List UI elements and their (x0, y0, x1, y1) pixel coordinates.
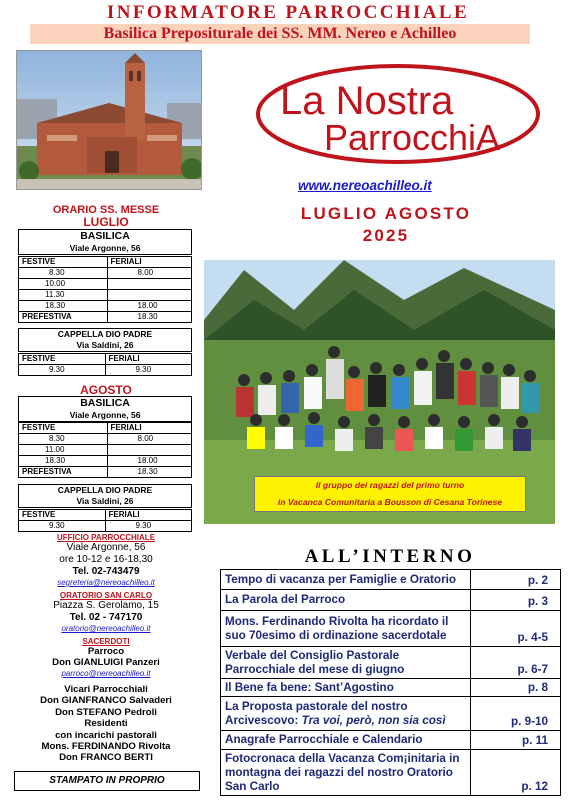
prefestiva-time: 18.30 (107, 467, 191, 478)
time-cell: 11.30 (19, 290, 107, 301)
office-hours: ore 10-12 e 16-18,30 (59, 554, 153, 565)
website-link[interactable]: www.nereoachilleo.it (298, 178, 432, 193)
agosto-cappella-times (18, 509, 192, 532)
time-cell: 18.00 (107, 456, 191, 467)
box-header (19, 485, 191, 507)
contents-title: ALL’INTERNO (304, 546, 476, 567)
oratorio-info (18, 591, 194, 634)
newsletter-subtitle: Basilica Prepositurale dei SS. MM. Nereo e Achilleo (30, 24, 530, 44)
newsletter-title: INFORMATORE PARROCCHIALE (106, 2, 470, 23)
toc-row[interactable] (221, 731, 561, 750)
toc-item-text: Anagrafe Parrocchiale e Calendario (221, 731, 471, 750)
toc-item-page: p. 9-10 (471, 697, 561, 731)
church-address: Viale Argonne, 56 (69, 243, 141, 253)
col-festive: FESTIVE (22, 510, 56, 519)
residenti-sub: con incarichi pastorali (55, 729, 157, 741)
priests-section (18, 637, 194, 679)
toc-item-page: p. 2 (471, 570, 561, 590)
time-cell: 8.00 (107, 434, 191, 445)
time-cell: 9.30 (105, 521, 191, 532)
toc-item-text: Verbale del Consiglio Pastorale Parrocchiale del mese di giugno (221, 647, 471, 679)
luglio-basilica-times (18, 256, 192, 323)
parroco-label: Parroco (87, 646, 125, 657)
toc-item-text: Il Bene fa bene: Sant’Agostino (221, 679, 471, 697)
agosto-cappella-box (18, 484, 192, 508)
time-cell: 9.30 (19, 365, 105, 376)
col-feriali: FERIALI (107, 423, 191, 434)
vicario-name: Don GIANFRANCO Salvaderi (40, 695, 172, 707)
toc-item-page: p. 6-7 (471, 647, 561, 679)
church-name: BASILICA (80, 397, 130, 409)
toc-item-page: p. 4-5 (471, 611, 561, 647)
toc-item-text-italic: Tra voi, però, non sia così (301, 713, 446, 727)
month-luglio: LUGLIO (83, 215, 129, 229)
toc-row[interactable] (221, 750, 561, 796)
oratorio-title: ORATORIO SAN CARLO (59, 591, 153, 600)
chapel-name: CAPPELLA DIO PADRE (57, 485, 153, 495)
oratorio-address: Piazza S. Gerolamo, 15 (53, 600, 159, 611)
residenti-label: Residenti (84, 718, 128, 730)
time-cell (107, 290, 191, 301)
clergy-list (18, 684, 194, 764)
caption-line2: in Vacanca Comunitaria a Bousson di Cesana Torinese (277, 497, 503, 507)
chapel-address: Via Saldini, 26 (76, 496, 134, 506)
mass-schedule-title: ORARIO SS. MESSE (52, 204, 160, 216)
residente-name: Don FRANCO BERTI (59, 752, 153, 764)
toc-item-page: p. 12 (471, 750, 561, 796)
time-cell (107, 279, 191, 290)
luglio-basilica-box (18, 229, 192, 255)
col-festive: FESTIVE (22, 257, 56, 266)
time-cell: 10.00 (19, 279, 107, 290)
residente-name: Mons. FERDINANDO Rivolta (41, 741, 171, 753)
luglio-cappella-times (18, 353, 192, 376)
time-cell: 8.30 (19, 268, 107, 279)
col-feriali: FERIALI (105, 510, 191, 521)
office-address: Viale Argonne, 56 (66, 542, 146, 553)
logo-line2: ParrocchiA (324, 117, 501, 158)
toc-item-page: p. 11 (471, 731, 561, 750)
oratorio-email[interactable]: oratorio@nereoachilleo.it (61, 624, 151, 633)
toc-row[interactable] (221, 590, 561, 611)
time-cell: 9.30 (19, 521, 105, 532)
oratorio-phone: Tel. 02 - 747170 (69, 612, 143, 623)
contents-table (220, 569, 561, 796)
edition-months: LUGLIO AGOSTO (300, 204, 472, 223)
caption-line1: Il gruppo dei ragazzi del primo turno (315, 480, 465, 490)
photo-caption (254, 476, 526, 512)
chapel-address: Via Saldini, 26 (76, 340, 134, 350)
col-feriali: FERIALI (105, 354, 191, 365)
toc-item-text: Tempo di vacanza per Famiglie e Oratorio (221, 570, 471, 590)
time-cell: 8.00 (107, 268, 191, 279)
parish-office (18, 533, 194, 588)
office-phone: Tel. 02-743479 (72, 566, 140, 577)
time-cell: 11.00 (19, 445, 107, 456)
toc-item-page: p. 3 (471, 590, 561, 611)
col-festive: FESTIVE (22, 354, 56, 363)
logo-line1: La Nostra (280, 79, 454, 123)
time-cell: 18.30 (19, 456, 107, 467)
time-cell: 9.30 (105, 365, 191, 376)
prefestiva-label: PREFESTIVA (19, 312, 107, 323)
luglio-cappella-box (18, 328, 192, 352)
box-header (19, 329, 191, 351)
time-cell: 18.00 (107, 301, 191, 312)
col-feriali: FERIALI (107, 257, 191, 268)
vicario-name: Don STEFANO Pedroli (55, 706, 157, 718)
toc-row[interactable] (221, 647, 561, 679)
la-nostra-parrocchia-logo (250, 62, 546, 166)
church-address: Viale Argonne, 56 (69, 410, 141, 420)
printed-notice: STAMPATO IN PROPRIO (14, 771, 200, 791)
toc-item-text (221, 697, 471, 731)
time-cell: 8.30 (19, 434, 107, 445)
prefestiva-label: PREFESTIVA (19, 467, 107, 478)
box-header (19, 397, 191, 421)
edition-year: 2025 (362, 226, 410, 245)
office-email[interactable]: segreteria@nereoachilleo.it (57, 578, 155, 587)
toc-item-text-main: La Proposta pastorale del nostro Arcivescovo: (225, 699, 408, 727)
time-cell: 18.30 (19, 301, 107, 312)
toc-row[interactable] (221, 697, 561, 731)
toc-item-text: Mons. Ferdinando Rivolta ha ricordato il suo 70esimo di ordinazione sacerdotale (221, 611, 471, 647)
priests-title: SACERDOTI (82, 637, 130, 646)
agosto-basilica-box (18, 396, 192, 422)
parroco-name: Don GIANLUIGI Panzeri (52, 657, 160, 669)
month-agosto: AGOSTO (80, 383, 132, 397)
vicari-label: Vicari Parrocchiali (64, 684, 148, 695)
edition-date (236, 203, 536, 247)
church-name: BASILICA (80, 230, 130, 242)
toc-row[interactable] (221, 611, 561, 647)
parroco-email[interactable]: parroco@nereoachilleo.it (61, 668, 151, 678)
chapel-name: CAPPELLA DIO PADRE (57, 329, 153, 339)
office-title: UFFICIO PARROCCHIALE (56, 533, 156, 542)
toc-row[interactable] (221, 570, 561, 590)
col-festive: FESTIVE (22, 423, 56, 432)
time-cell (107, 445, 191, 456)
toc-item-text: Fotocronaca della Vacanza Com¡initaria in montagna dei ragazzi del nostro Oratorio San Carlo (221, 750, 471, 796)
basilica-photo (16, 50, 202, 190)
prefestiva-time: 18.30 (107, 312, 191, 323)
toc-row[interactable] (221, 679, 561, 697)
agosto-basilica-times (18, 422, 192, 478)
toc-item-text: La Parola del Parroco (221, 590, 471, 611)
box-header (19, 230, 191, 254)
toc-item-page: p. 8 (471, 679, 561, 697)
